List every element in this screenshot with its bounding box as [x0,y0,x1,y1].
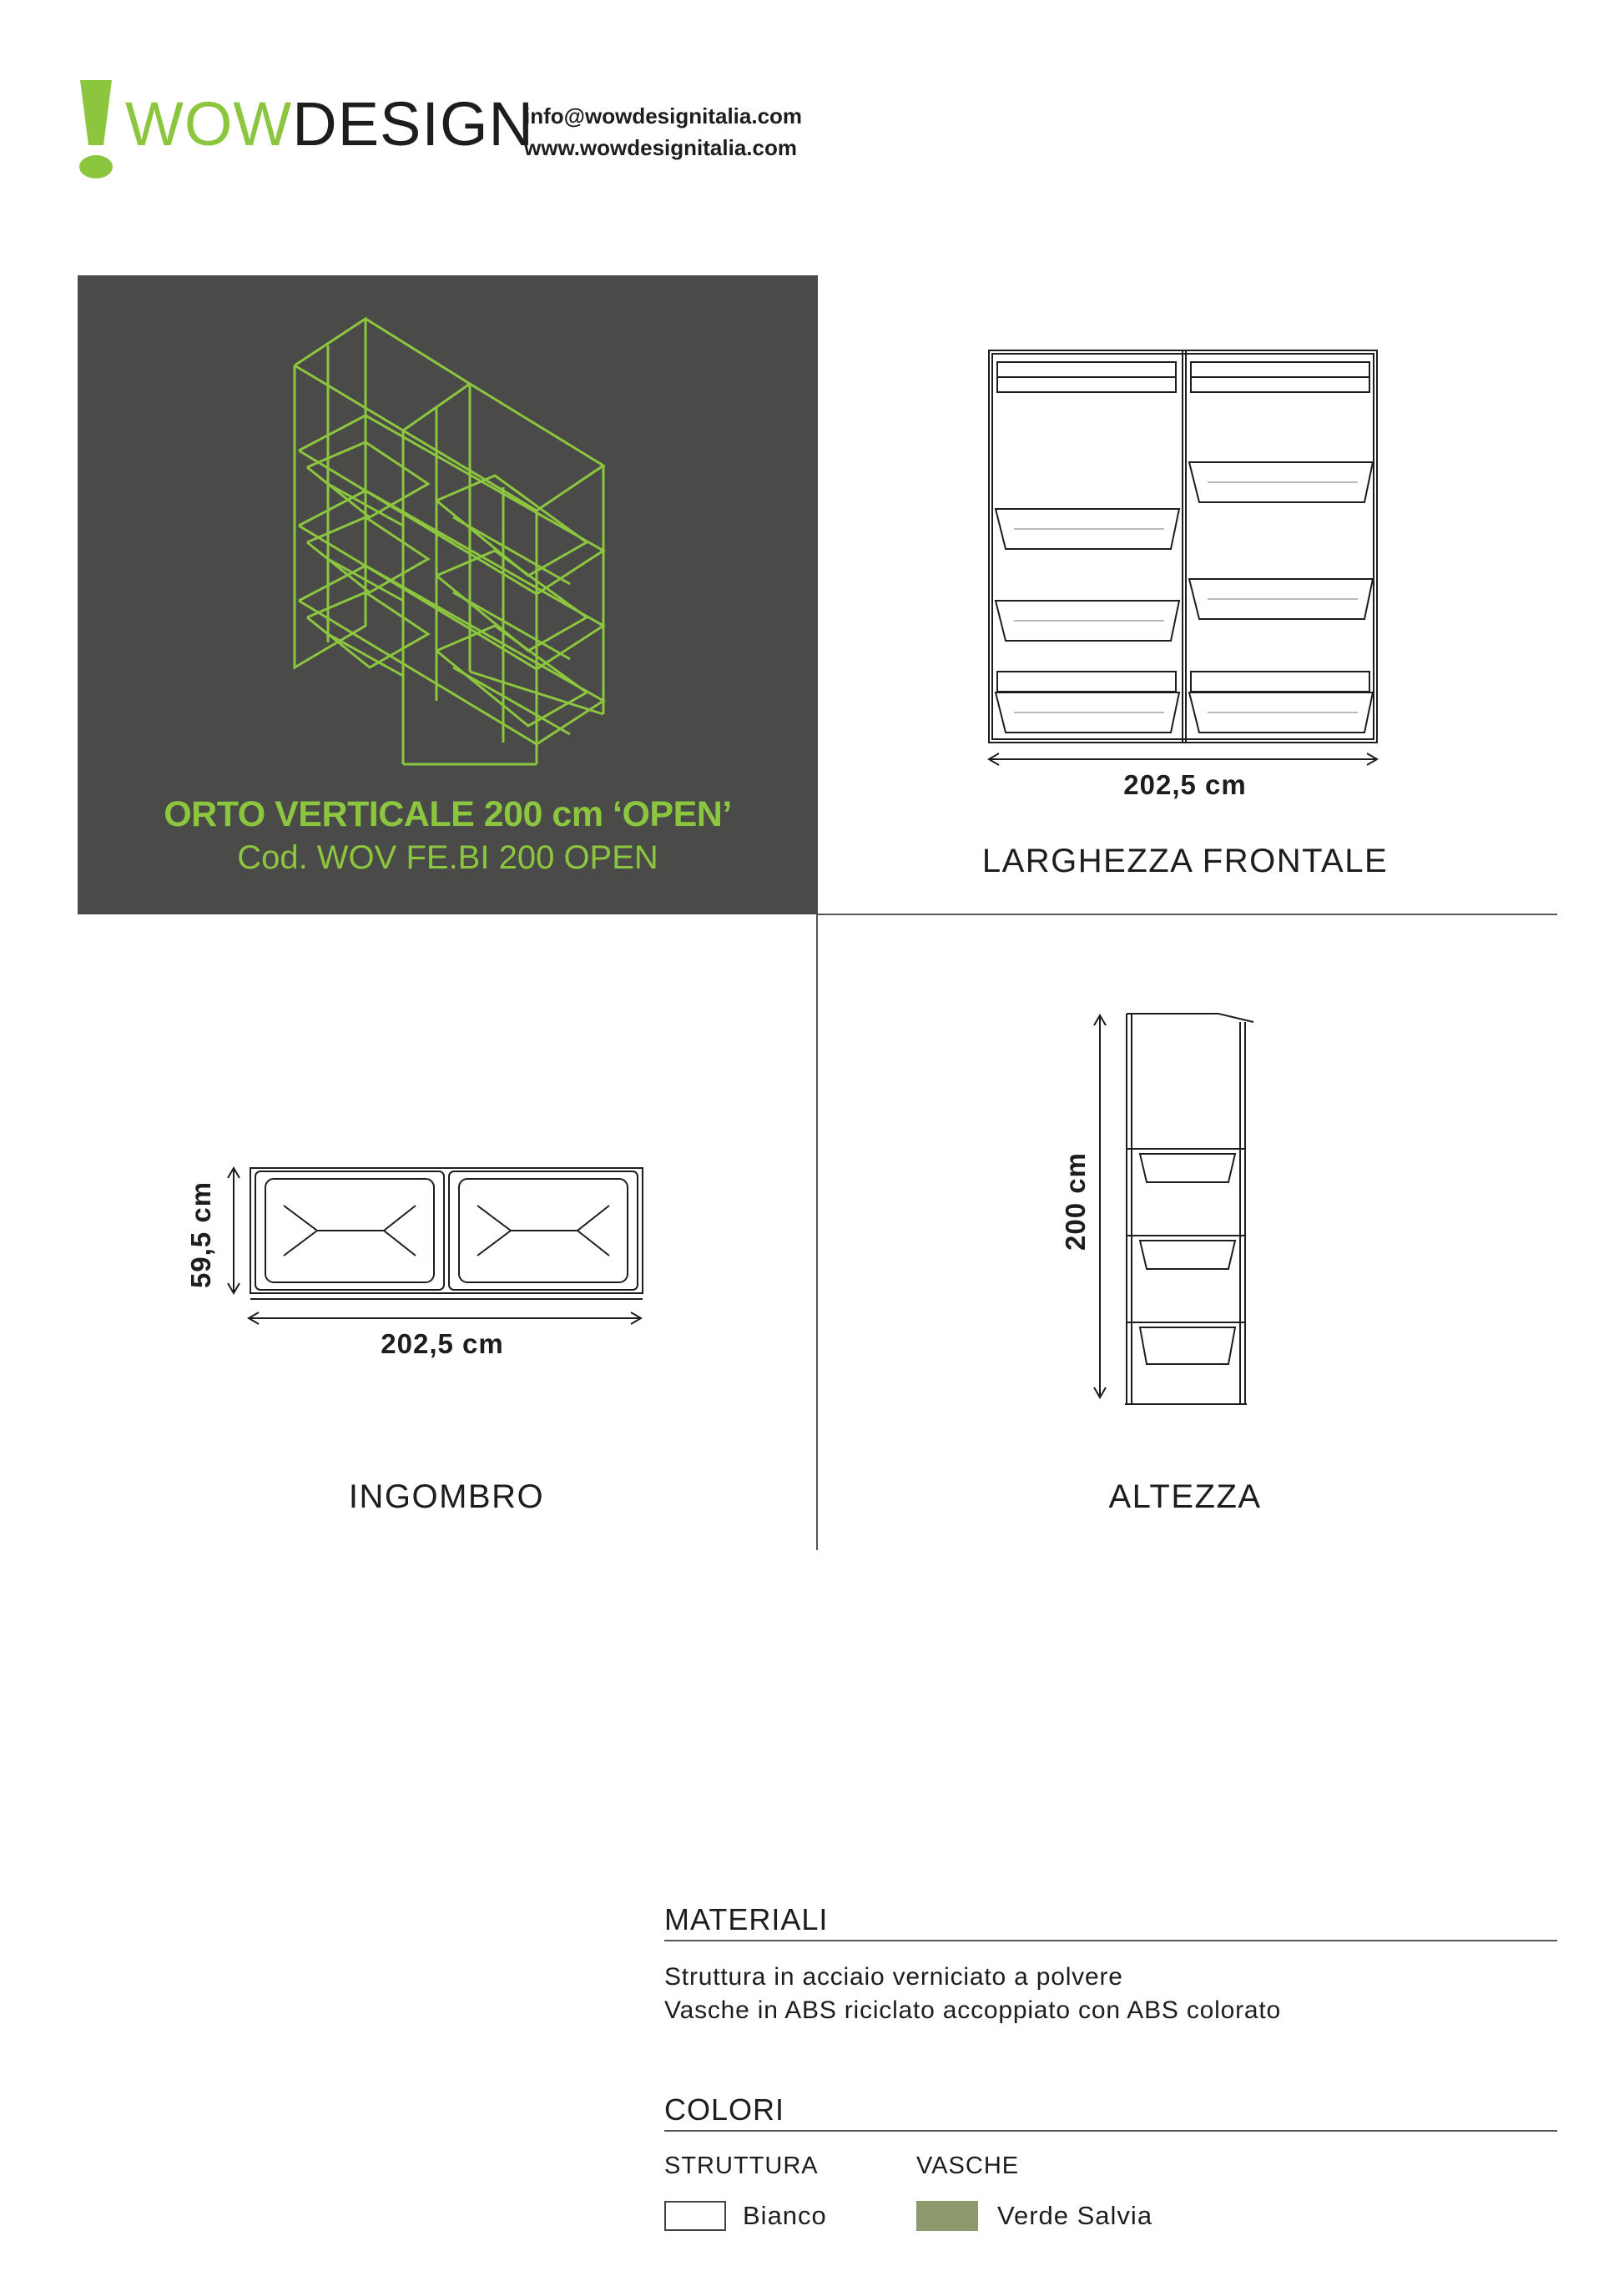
product-title: ORTO VERTICALE 200 cm ‘OPEN’ [164,794,732,834]
top-depth-dimension: 59,5 cm [185,1181,216,1289]
materials-text [664,1961,1281,2027]
contact-info [524,100,802,164]
front-view-caption: LARGHEZZA FRONTALE [981,843,1389,879]
structure-color-name: Bianco [743,2201,827,2230]
top-view-caption: INGOMBRO [348,1478,545,1515]
top-view-drawing [209,1147,659,1331]
product-panel [78,275,818,914]
colors-title: COLORI [664,2092,785,2127]
contact-website[interactable]: www.wowdesignitalia.com [524,135,797,160]
materials-rule [664,1940,1557,1941]
tubs-color-name: Verde Salvia [997,2201,1153,2230]
product-code: Cod. WOV FE.BI 200 OPEN [237,839,658,876]
side-view-caption: ALTEZZA [1108,1478,1262,1515]
structure-label: STRUTTURA [664,2152,819,2179]
exclamation-icon [75,77,117,181]
isometric-drawing [78,275,818,776]
brand-logo [75,77,534,185]
divider-vertical [816,914,818,1550]
tubs-color-swatch [916,2201,978,2231]
contact-email[interactable]: info@wowdesignitalia.com [524,103,803,128]
colors-rule [664,2130,1557,2132]
side-height-dimension: 200 cm [1060,1152,1091,1251]
materials-line: Struttura in acciaio verniciato a polvere [664,1963,1123,1991]
top-width-dimension: 202,5 cm [381,1328,504,1359]
front-view-drawing [981,342,1389,768]
structure-color-swatch [664,2201,726,2231]
side-view-drawing [1077,1005,1268,1414]
materials-line: Vasche in ABS riciclato accoppiato con ABS colorato [664,1996,1281,2024]
front-width-dimension: 202,5 cm [1123,769,1247,800]
logo-wordmark: WOWDESIGN [125,89,534,159]
materials-title: MATERIALI [664,1902,829,1936]
tubs-label: VASCHE [916,2152,1020,2179]
divider-horizontal [818,914,1557,915]
